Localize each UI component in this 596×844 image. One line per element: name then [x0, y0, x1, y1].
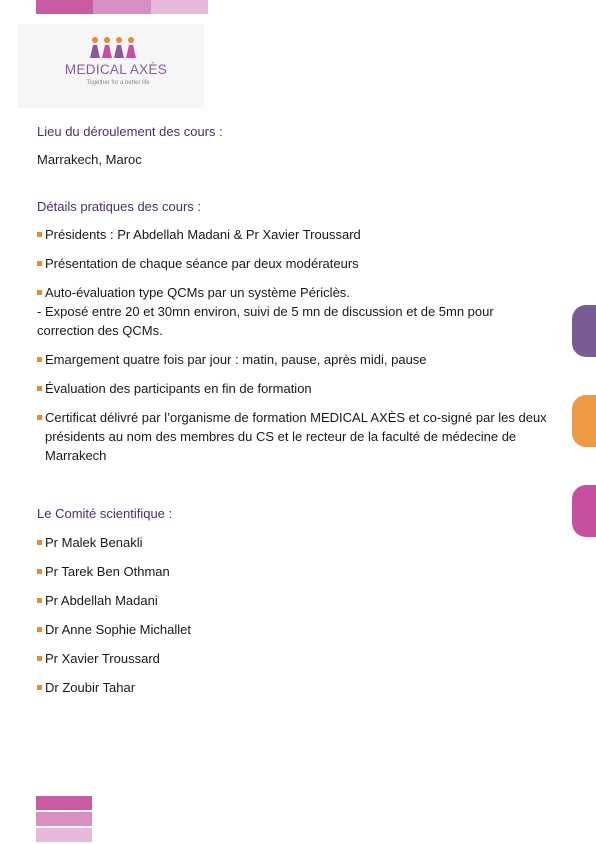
committee-member: [37, 591, 553, 610]
header-color-bar: [36, 0, 208, 14]
logo: [18, 24, 204, 108]
details-item: [37, 254, 553, 273]
bullet-icon: [37, 232, 42, 237]
bullet-icon: [37, 627, 42, 632]
committee-member-name: Pr Xavier Troussard: [45, 651, 160, 666]
location-title: Lieu du déroulement des cours :: [37, 124, 223, 139]
header-bar-segment-pink: [36, 0, 93, 14]
side-tab-magenta: [572, 485, 596, 537]
bullet-icon: [37, 656, 42, 661]
committee-member-name: Dr Zoubir Tahar: [45, 680, 136, 695]
committee-member: [37, 620, 553, 639]
footer-bar-pale-pink: [36, 828, 92, 842]
committee-member-name: Dr Anne Sophie Michallet: [45, 622, 191, 637]
location-value: Marrakech, Maroc: [37, 152, 142, 167]
details-item-text: Certificat délivré par l’organisme de formation MEDICAL AXÈS et co-signé par les deux présidents au nom des membres du CS et le recteur de la faculté de médecine de Marrakech: [45, 410, 547, 463]
bullet-icon: [37, 415, 42, 420]
logo-name: MEDICAL AXÈS: [64, 62, 168, 77]
committee-member: [37, 562, 553, 581]
header-bar-segment-pale-pink: [151, 0, 208, 14]
committee-member: [37, 678, 553, 697]
details-item: [37, 225, 553, 244]
details-item-text: Présentation de chaque séance par deux modérateurs: [45, 256, 359, 271]
logo-tagline: Together for a better life: [86, 80, 150, 86]
details-item: [37, 283, 553, 302]
footer-color-bars: [36, 796, 92, 844]
details-item-text: Auto-évaluation type QCMs par un système Périclès.: [45, 285, 350, 300]
bullet-icon: [37, 685, 42, 690]
side-tab-orange: [572, 395, 596, 447]
footer-bar-pink: [36, 796, 92, 810]
bullet-icon: [37, 386, 42, 391]
committee-member-name: Pr Malek Benakli: [45, 535, 143, 550]
details-subline: - Exposé entre 20 et 30mn environ, suivi de 5 mn de discussion et de 5mn pour correction des QCMs.: [37, 304, 494, 338]
committee-member: [37, 649, 553, 668]
bullet-icon: [37, 540, 42, 545]
bullet-icon: [37, 290, 42, 295]
details-item: [37, 379, 553, 398]
bullet-icon: [37, 357, 42, 362]
details-item-text: Évaluation des participants en fin de formation: [45, 381, 312, 396]
committee-member-name: Pr Abdellah Madani: [45, 593, 158, 608]
details-item: [37, 350, 553, 369]
side-tab-purple: [572, 305, 596, 357]
footer-bar-light-pink: [36, 812, 92, 826]
people-logo-icon: [86, 36, 142, 60]
details-item-text: Emargement quatre fois par jour : matin, pause, après midi, pause: [45, 352, 427, 367]
bullet-icon: [37, 598, 42, 603]
committee-title: Le Comité scientifique :: [37, 506, 173, 521]
bullet-icon: [37, 261, 42, 266]
details-item: [37, 408, 553, 465]
committee-member: [37, 533, 553, 552]
page-content: [37, 122, 553, 697]
details-item-text: Présidents : Pr Abdellah Madani & Pr Xavier Troussard: [45, 227, 361, 242]
header-bar-segment-light-pink: [93, 0, 150, 14]
details-title: Détails pratiques des cours :: [37, 199, 202, 214]
committee-member-name: Pr Tarek Ben Othman: [45, 564, 170, 579]
bullet-icon: [37, 569, 42, 574]
